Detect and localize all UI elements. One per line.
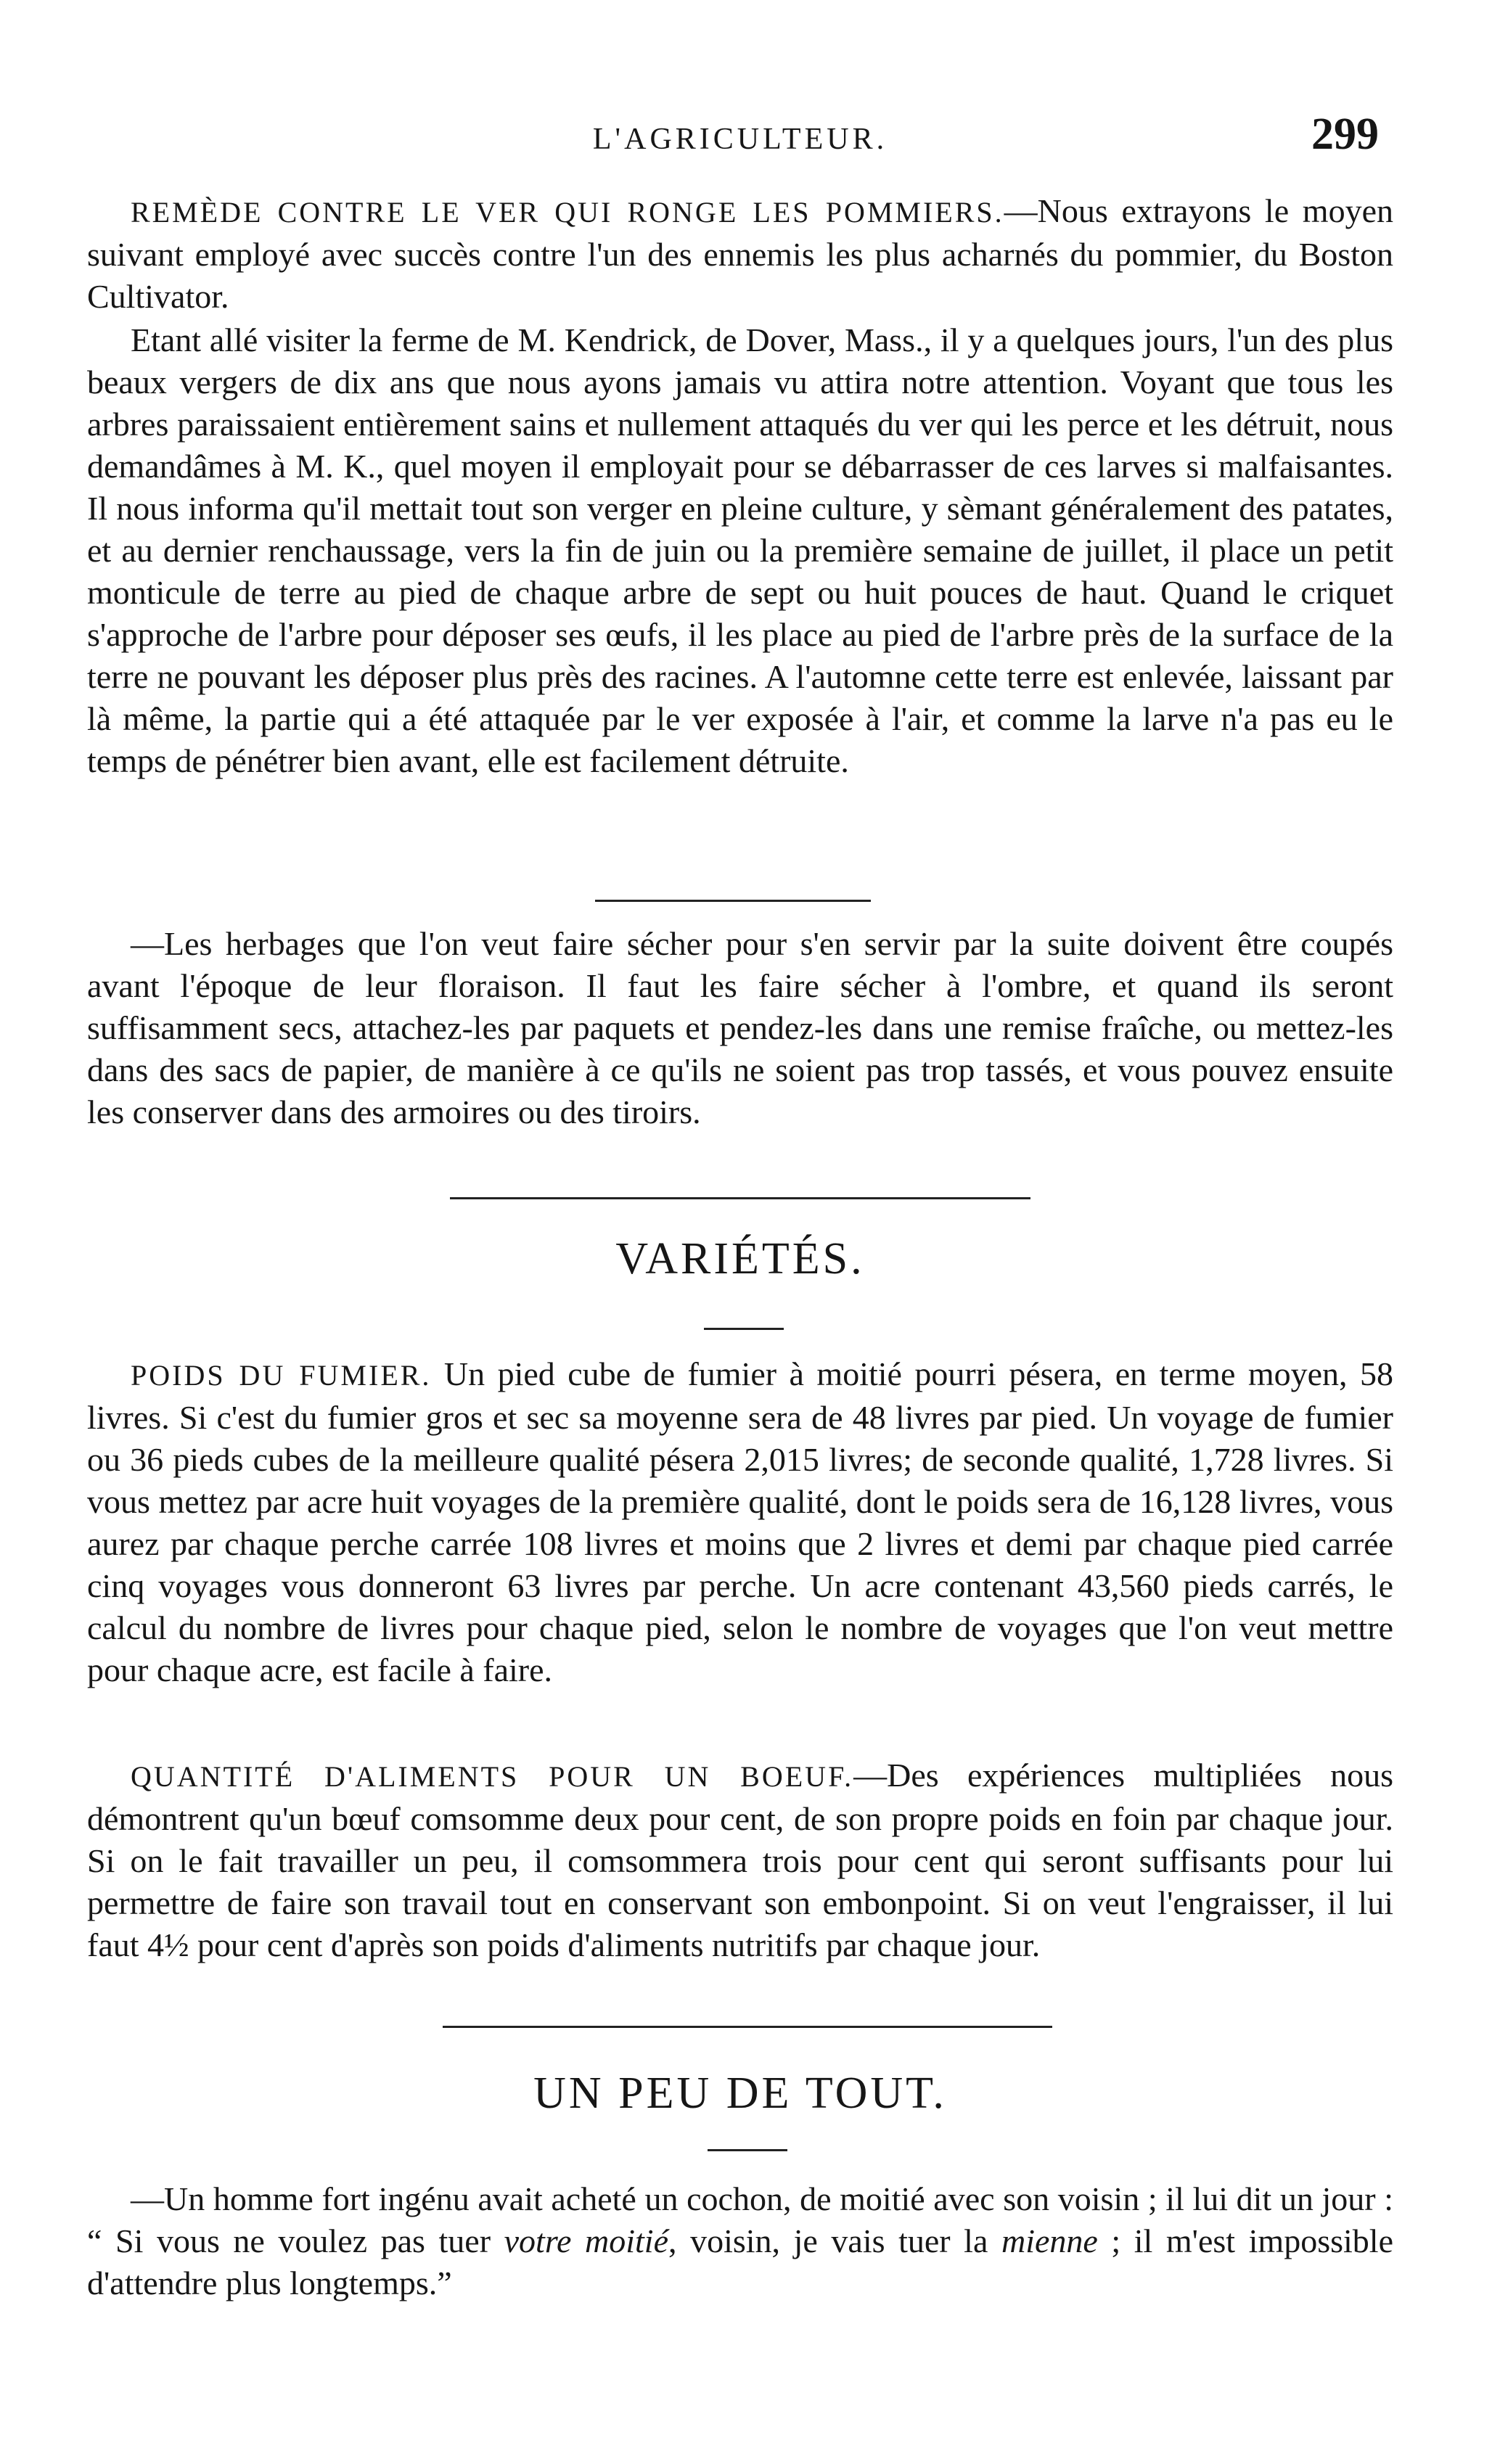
paragraph: —Les herbages que l'on veut faire sécher pour s'en servir par la suite doivent être coupés avant l'époque de leur floraison. Il faut les faire sécher à l'ombre, et quand ils seront suffisamment secs, attachez-les par paquets et pendez-les dans une remise fraîche, ou mettez-les dans des sacs de papier, de manière à ce qu'ils ne soient pas trop tassés, et vous pouvez ensuite les conserver dans des armoires ou des tiroirs.: [87, 925, 1393, 1130]
divider: [443, 2026, 1052, 2028]
item-text: —Des expériences multipliées nous démontrent qu'un bœuf comsomme deux pour cent, de son propre poids en foin par chaque jour. Si on le fait travailler un peu, il comsommera trois pour cent qui seront suffisants pour lui permettre de faire son travail tout en conservant son embonpoint. Si on veut l'engraisser, il lui faut 4½ pour cent d'après son poids d'aliments nutritifs par chaque jour.: [87, 1757, 1393, 1963]
paragraph: [87, 190, 1393, 318]
section-title-un-peu-de-tout: UN PEU DE TOUT.: [533, 2069, 947, 2118]
paragraph: [87, 2178, 1393, 2304]
title-underline: [704, 1328, 784, 1330]
item-text: Un pied cube de fumier à moitié pourri pésera, en terme moyen, 58 livres. Si c'est du fumier gros et sec sa moyenne sera de 48 livres par pied. Un voyage de fumier ou 36 pieds cubes de la meilleure qualité pésera 2,015 livres; de seconde qualité, 1,728 livres. Si vous mettez par acre huit voyages de la première qualité, dont le poids sera de 16,128 livres, vous aurez par chaque perche carrée 108 livres et moins que 2 livres et demi par chaque pied carrée cinq voyages vous donneront 63 livres par perche. Un acre contenant 43,560 pieds carrés, le calcul du nombre de livres pour chaque pied, selon le nombre de voyages que l'on veut mettre pour chaque acre, est facile à faire.: [87, 1355, 1393, 1688]
divider-short: [595, 900, 871, 902]
anecdote-text: , voisin, je vais tuer la: [668, 2222, 1001, 2259]
item-poids-du-fumier: [87, 1353, 1393, 1691]
article-remede: [87, 190, 1393, 318]
running-header: [87, 109, 1393, 174]
item-quantite-aliments: [87, 1754, 1393, 1966]
running-title: L'AGRICULTEUR.: [592, 123, 888, 156]
article-lead: REMÈDE CONTRE LE VER QUI RONGE LES POMMIERS.: [131, 196, 1004, 229]
section-title-varietes: VARIÉTÉS.: [615, 1234, 865, 1284]
paragraph: [87, 1353, 1393, 1691]
divider: [450, 1197, 1030, 1199]
anecdote-text: ; il m'est impossible d'attendre plus longtemps.”: [87, 2222, 1393, 2301]
article-un-peu-de-tout: [87, 2178, 1393, 2304]
paragraph: Etant allé visiter la ferme de M. Kendrick, de Dover, Mass., il y a quelques jours, l'un des plus beaux vergers de dix ans que nous ayons jamais vu attira notre attention. Voyant que tous les arbres paraissaient entièrement sains et nullement attaqués du ver qui les perce et les détruit, nous demandâmes à M. K., quel moyen il employait pour se débarrasser de ces larves si malfaisantes. Il nous informa qu'il mettait tout son verger en pleine culture, y sèmant généralement des patates, et au dernier renchaussage, vers la fin de juin ou la première semaine de juillet, il place un petit monticule de terre au pied de chaque arbre de sept ou huit pouces de haut. Quand le criquet s'approche de l'arbre pour déposer ses œufs, il les place au pied de l'arbre près de la surface de la terre ne pouvant les déposer plus près des racines. A l'automne cette terre est enlevée, laissant par là même, la partie qui a été attaquée par le ver exposée à l'air, et comme la larve n'a pas eu le temps de pénétrer bien avant, elle est facilement détruite.: [87, 321, 1393, 779]
article-text: —Nous extrayons le moyen suivant employé avec succès contre l'un des ennemis les plus acharnés du pommier, du Boston Cultivator.: [87, 192, 1393, 315]
page-number: 299: [1311, 110, 1379, 159]
anecdote-text: —Un homme fort ingénu avait acheté un cochon, de moitié avec son voisin ; il lui dit un jour : “ Si vous ne voulez pas tuer: [87, 2180, 1393, 2259]
emphasis: votre moitié: [504, 2222, 668, 2259]
paragraph: [87, 1754, 1393, 1966]
article-herbages: [87, 923, 1393, 1133]
title-underline: [708, 2149, 787, 2151]
article-kendrick: [87, 319, 1393, 782]
emphasis: mienne: [1001, 2222, 1098, 2259]
item-lead: POIDS DU FUMIER.: [131, 1359, 432, 1392]
item-lead: QUANTITÉ D'ALIMENTS POUR UN BOEUF.: [131, 1760, 854, 1793]
